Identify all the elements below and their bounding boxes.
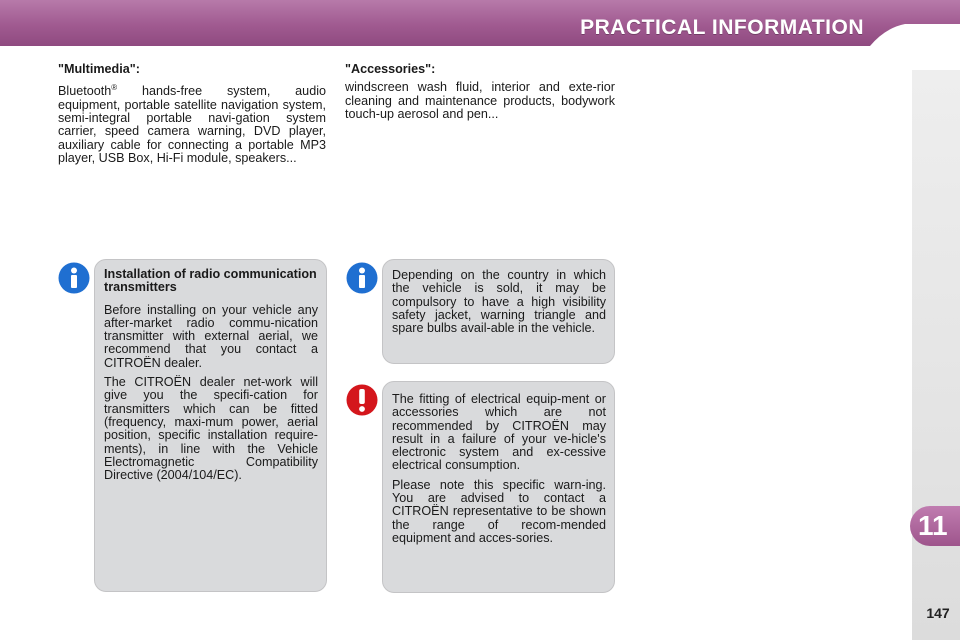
warning-box-para-2: Please note this specific warn-ing. You are advised to contact a CITROËN representative to be shown the range of recom-mended equipment and acces-sories.: [392, 477, 606, 545]
warning-icon: [346, 384, 378, 416]
info-icon: [58, 262, 90, 294]
electrical-warning-box: [382, 381, 615, 593]
multimedia-body: hands-free system, audio equipment, portable satellite navigation system, semi-integral portable navi-gation system carrier, speed camera warning, DVD player, auxiliary cable for connecting a portable MP3 player, USB Box, Hi-Fi module, speakers...: [58, 84, 326, 165]
registered-mark: ®: [111, 83, 118, 93]
info-icon: [346, 262, 378, 294]
accessories-heading: "Accessories":: [345, 62, 436, 76]
radio-box-title: Installation of radio communication transmitters: [104, 267, 317, 295]
chapter-tab: 11: [910, 506, 960, 546]
country-box-text: Depending on the country in which the vehicle is sold, it may be compulsory to have a high visibility safety jacket, warning triangle and spare bulbs avail-able in the vehicle.: [392, 268, 606, 336]
multimedia-brand: Bluetooth: [58, 84, 112, 99]
multimedia-heading: "Multimedia":: [58, 62, 140, 76]
page-number: 147: [926, 605, 950, 621]
accessories-text: windscreen wash fluid, interior and exte-rior cleaning and maintenance products, bodywork touch-up aerosol and pen...: [345, 80, 615, 121]
warning-box-para-1: The fitting of electrical equip-ment or accessories which are not recommended by CITROËN may result in a failure of your ve-hicle's electronic system and ex-cessive electrical consumption.: [392, 392, 606, 473]
radio-box-para-1: Before installing on your vehicle any after-market radio commu-nication transmitter with external aerial, we recommend that you contact a CITROËN dealer.: [104, 302, 318, 370]
accessories-section: [345, 63, 615, 121]
page-title: PRACTICAL INFORMATION: [580, 16, 864, 39]
radio-transmitters-box: [94, 259, 327, 592]
side-strip: [912, 70, 960, 640]
multimedia-section: [58, 63, 326, 165]
radio-box-para-2: The CITROËN dealer net-work will give you the specifi-cation for transmitters which can be fitted (frequency, maxi-mum power, aerial position, specific installation require-ments), in line with the Vehicle Electromagnetic Compatibility Directive (2004/104/EC).: [104, 375, 318, 483]
multimedia-text: [58, 81, 326, 165]
country-equipment-box: [382, 259, 615, 364]
